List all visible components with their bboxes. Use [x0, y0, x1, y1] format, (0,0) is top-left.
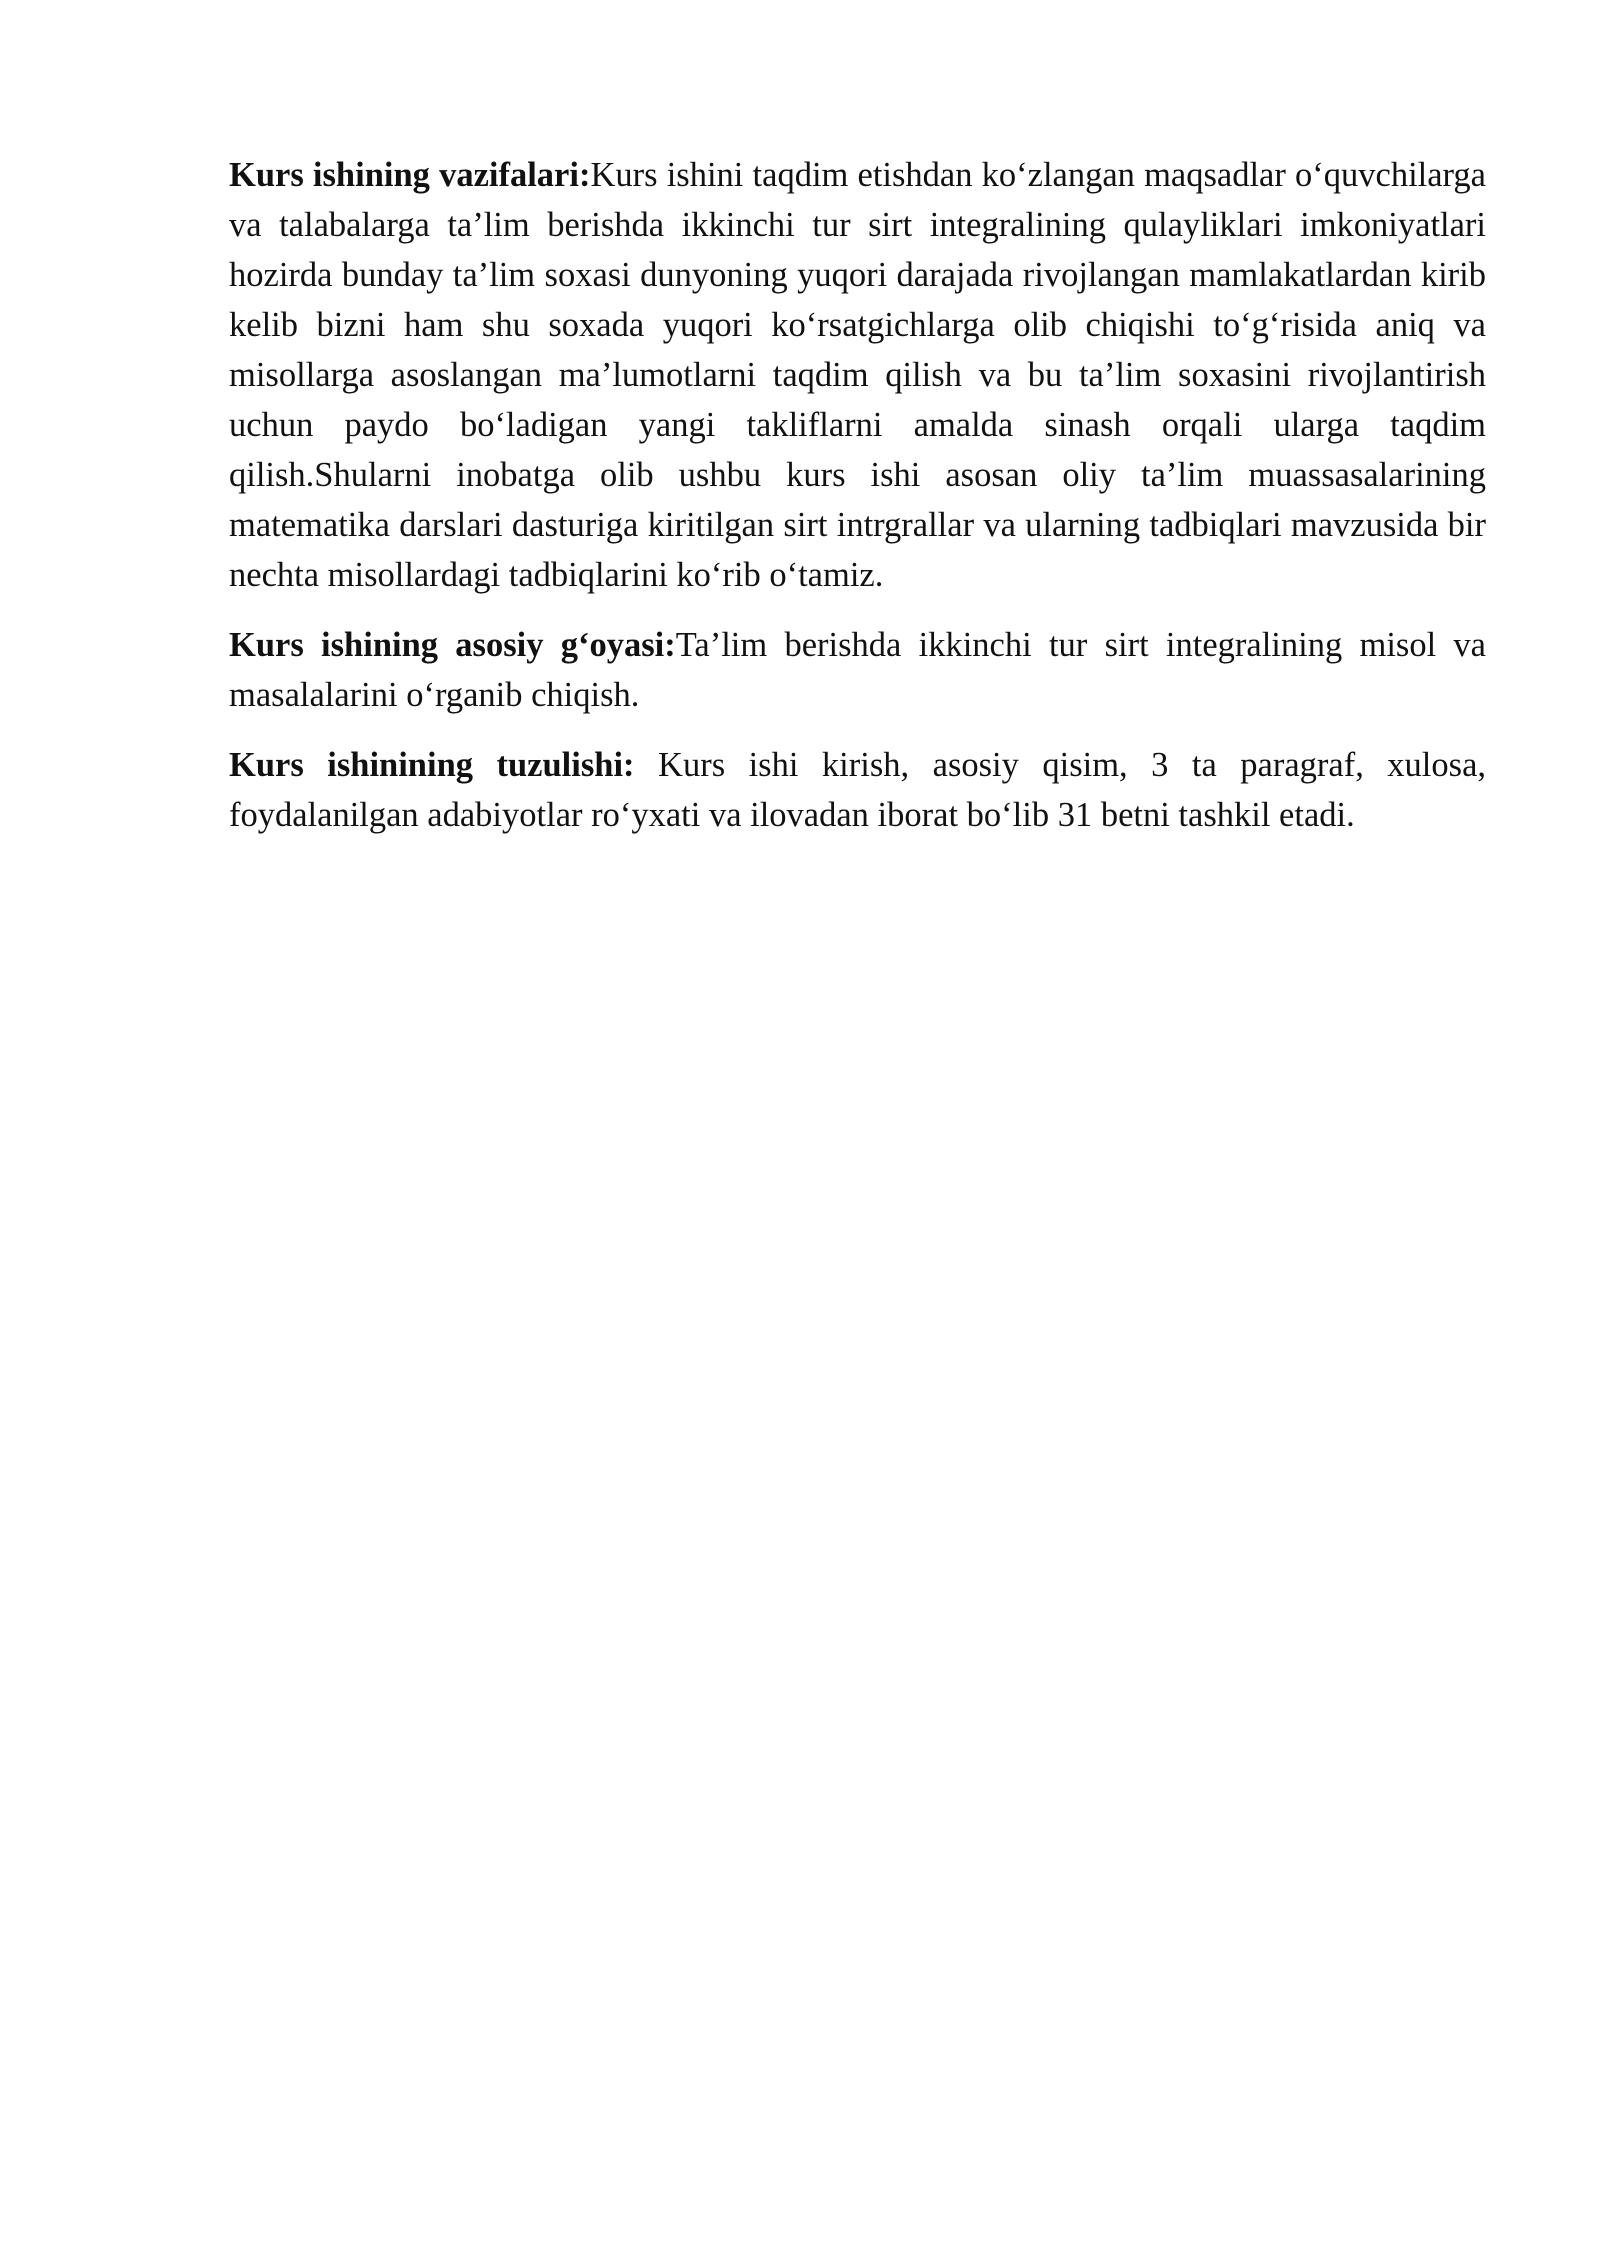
paragraph-text: Ta’lim berishda ikkinchi tur sirt integralining misol va masalalarini o‘rganib chiqish. [229, 626, 1486, 714]
paragraph-heading: Kurs ishinining tuzulishi: [229, 746, 635, 784]
paragraph-main-idea [229, 620, 1486, 720]
paragraph-text: Kurs ishi kirish, asosiy qisim, 3 ta paragraf, xulosa, foydalanilgan adabiyotlar ro‘yxati va ilovadan iborat bo‘lib 31 betni tashkil etadi. [229, 746, 1487, 834]
paragraph-heading: Kurs ishining vazifalari: [229, 156, 591, 194]
paragraph-heading: Kurs ishining asosiy g‘oyasi: [229, 626, 676, 664]
paragraph-text: Kurs ishini taqdim etishdan ko‘zlangan maqsadlar o‘quvchilarga va talabalarga ta’lim berishda ikkinchi tur sirt integralining qulayliklari imkoniyatlari hozirda bunday ta’lim soxasi dunyoning yuqori darajada rivojlangan mamlakatlardan kirib kelib bizni ham shu soxada yuqori ko‘rsatgichlarga olib chiqishi to‘g‘risida aniq va misollarga asoslangan ma’lumotlarni taqdim qilish va bu ta’lim soxasini rivojlantirish uchun paydo bo‘ladigan yangi takliflarni amalda sinash orqali ularga taqdim qilish.Shularni inobatga olib ushbu kurs ishi asosan oliy ta’lim muassasalarining matematika darslari dasturiga kiritilgan sirt intrgrallar va ularning tadbiqlari mavzusida bir nechta misollardagi tadbiqlarini ko‘rib o‘tamiz. [229, 156, 1486, 594]
document-body [229, 150, 1486, 860]
paragraph-tasks [229, 150, 1486, 600]
paragraph-structure [229, 740, 1486, 840]
